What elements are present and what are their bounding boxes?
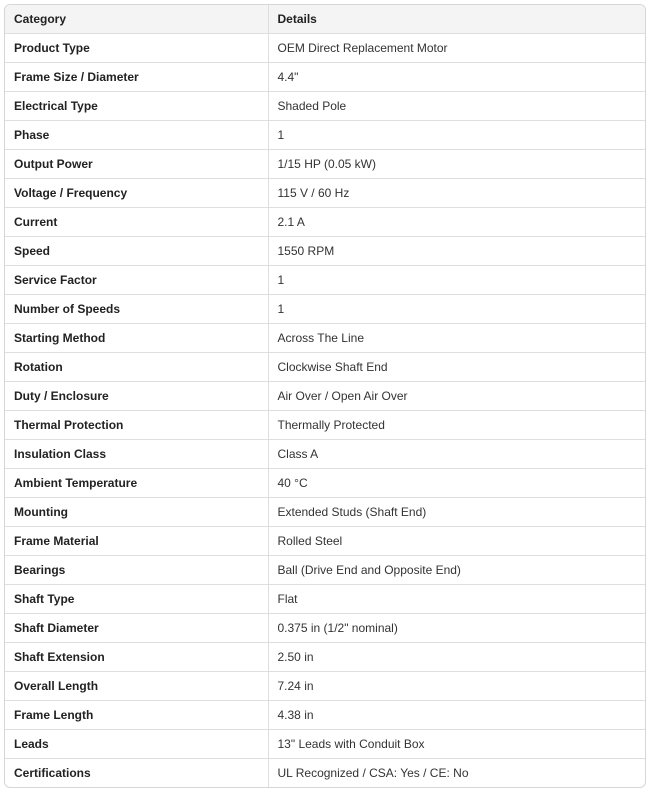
specifications-table-container [4, 4, 646, 788]
row-details-cell: 4.4" [268, 63, 645, 92]
row-category-cell: Phase [5, 121, 268, 150]
row-details-cell: Air Over / Open Air Over [268, 382, 645, 411]
table-row [5, 411, 645, 440]
row-category-cell: Leads [5, 730, 268, 759]
table-row [5, 150, 645, 179]
row-details-cell: Across The Line [268, 324, 645, 353]
table-row [5, 237, 645, 266]
table-row [5, 63, 645, 92]
row-category-cell: Thermal Protection [5, 411, 268, 440]
table-row [5, 614, 645, 643]
row-details-cell: 2.1 A [268, 208, 645, 237]
table-row [5, 498, 645, 527]
specifications-table [5, 5, 645, 787]
table-row [5, 179, 645, 208]
row-category-cell: Current [5, 208, 268, 237]
table-body [5, 34, 645, 788]
row-details-cell: Clockwise Shaft End [268, 353, 645, 382]
row-details-cell: 2.50 in [268, 643, 645, 672]
column-header-category: Category [5, 5, 268, 34]
row-details-cell: 1 [268, 295, 645, 324]
table-row [5, 556, 645, 585]
table-row [5, 759, 645, 788]
row-details-cell: 1/15 HP (0.05 kW) [268, 150, 645, 179]
row-category-cell: Output Power [5, 150, 268, 179]
row-details-cell: 115 V / 60 Hz [268, 179, 645, 208]
row-category-cell: Starting Method [5, 324, 268, 353]
row-category-cell: Voltage / Frequency [5, 179, 268, 208]
row-category-cell: Certifications [5, 759, 268, 788]
row-category-cell: Duty / Enclosure [5, 382, 268, 411]
table-row [5, 643, 645, 672]
row-details-cell: 40 °C [268, 469, 645, 498]
row-details-cell: Thermally Protected [268, 411, 645, 440]
row-details-cell: 4.38 in [268, 701, 645, 730]
row-category-cell: Product Type [5, 34, 268, 63]
row-category-cell: Overall Length [5, 672, 268, 701]
row-category-cell: Insulation Class [5, 440, 268, 469]
row-category-cell: Rotation [5, 353, 268, 382]
row-category-cell: Ambient Temperature [5, 469, 268, 498]
row-category-cell: Speed [5, 237, 268, 266]
row-details-cell: 13" Leads with Conduit Box [268, 730, 645, 759]
table-header-row [5, 5, 645, 34]
row-category-cell: Shaft Diameter [5, 614, 268, 643]
row-details-cell: Extended Studs (Shaft End) [268, 498, 645, 527]
table-row [5, 469, 645, 498]
row-category-cell: Frame Size / Diameter [5, 63, 268, 92]
row-category-cell: Electrical Type [5, 92, 268, 121]
row-details-cell: Shaded Pole [268, 92, 645, 121]
row-details-cell: 1 [268, 266, 645, 295]
row-details-cell: UL Recognized / CSA: Yes / CE: No [277, 766, 469, 780]
row-category-cell: Frame Material [5, 527, 268, 556]
row-category-cell: Frame Length [5, 701, 268, 730]
table-row [5, 585, 645, 614]
row-category-cell: Service Factor [5, 266, 268, 295]
row-details-cell: Rolled Steel [268, 527, 645, 556]
column-header-details: Details [268, 5, 645, 34]
table-row [5, 208, 645, 237]
table-row [5, 730, 645, 759]
row-details-cell: 0.375 in (1/2" nominal) [268, 614, 645, 643]
row-details-cell: Ball (Drive End and Opposite End) [268, 556, 645, 585]
row-details-cell: OEM Direct Replacement Motor [268, 34, 645, 63]
table-row [5, 701, 645, 730]
table-row [5, 527, 645, 556]
row-category-cell: Mounting [5, 498, 268, 527]
row-category-cell: Shaft Type [5, 585, 268, 614]
table-row [5, 34, 645, 63]
row-details-cell: 1550 RPM [268, 237, 645, 266]
row-category-cell: Shaft Extension [5, 643, 268, 672]
table-row [5, 295, 645, 324]
row-category-cell: Bearings [5, 556, 268, 585]
row-category-cell: Number of Speeds [5, 295, 268, 324]
table-row [5, 353, 645, 382]
table-row [5, 324, 645, 353]
table-row [5, 382, 645, 411]
row-details-cell: 1 [268, 121, 645, 150]
row-details-cell: Class A [268, 440, 645, 469]
table-row [5, 92, 645, 121]
row-details-cell: 7.24 in [268, 672, 645, 701]
table-row [5, 121, 645, 150]
table-row [5, 672, 645, 701]
row-details-cell: Flat [268, 585, 645, 614]
table-row [5, 440, 645, 469]
table-row [5, 266, 645, 295]
